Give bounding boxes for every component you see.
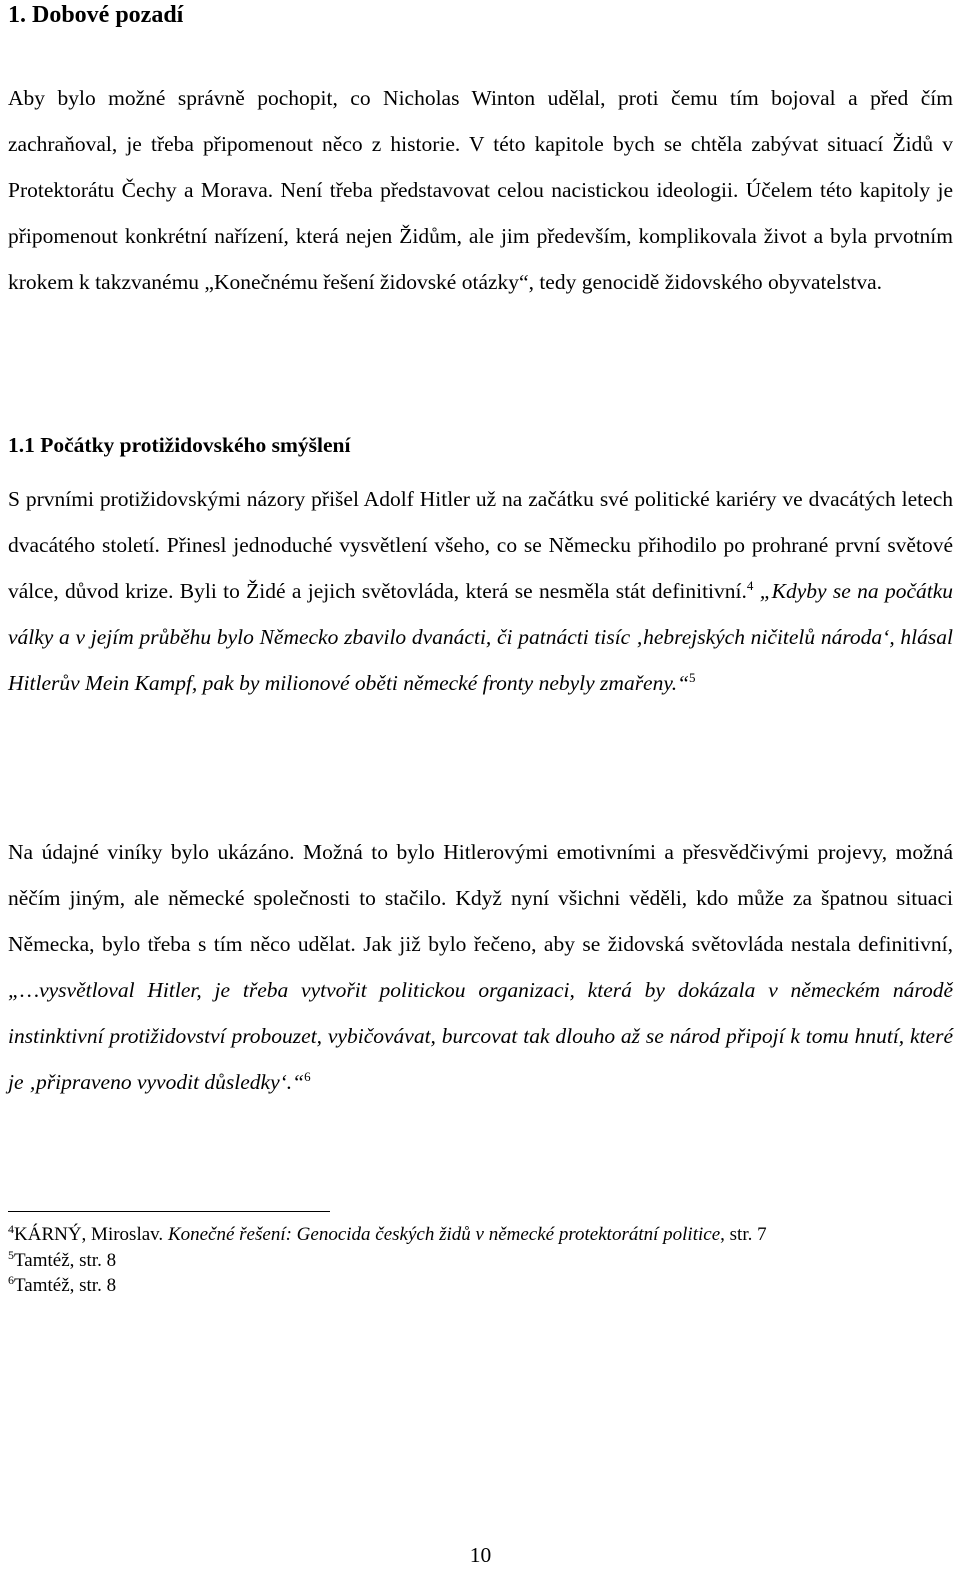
footnote-separator — [8, 1211, 330, 1212]
footnote-ref: 5 — [689, 670, 696, 685]
footnote-ref: 4 — [746, 578, 754, 593]
footnote-number: 5 — [8, 1247, 14, 1262]
section-paragraph-2 — [8, 829, 953, 1105]
section-heading: 1.1 Počátky protižidovského smýšlení — [8, 433, 351, 457]
paragraph-text: S prvními protižidovskými názory přišel Adolf Hitler už na začátku své politické kariéry ve dvacátých letech dvacátého století. Přinesl jednoduché vysvětlení všeho, co se Německu přihodilo po prohrané první světové válce, důvod krize. Byli to Židé a jejich světovláda, která se nesměla stát definitivní. — [8, 487, 953, 603]
footnote-text: Tamtéž, str. 8 — [14, 1249, 117, 1271]
footnote-item — [8, 1248, 953, 1274]
quote-text: „Kdyby se na počátku války a v jejím průběhu bylo Německo zbavilo dvanácti, či patnácti tisíc ‚hebrejských ničitelů národa‘, hlásal Hitlerův Mein Kampf, pak by milionové oběti německé fronty nebyly zmařeny.“ — [8, 579, 954, 695]
section-paragraph-1 — [8, 476, 953, 706]
intro-paragraph — [8, 75, 953, 305]
quote-text: „…vysvětloval Hitler, je třeba vytvořit politickou organizaci, která by dokázala v německém národě instinktivní protižidovství probouzet, vybičovávat, burcovat tak dlouho až se národ připojí k tomu hnutí, které je ‚připraveno vyvodit důsledky‘.“ — [8, 978, 953, 1094]
footnote-number: 4 — [8, 1222, 14, 1236]
footnote-ref: 6 — [304, 1069, 311, 1084]
paragraph-text: Na údajné viníky bylo ukázáno. Možná to bylo Hitlerovými emotivními a přesvědčivými projevy, možná něčím jiným, ale německé společnosti to stačilo. Když nyní všichni věděli, kdo může za špatnou situaci Německa, bylo třeba s tím něco udělat. Jak již bylo řečeno, aby se židovská světovláda nestala definitivní, — [8, 840, 953, 956]
footnotes — [8, 1222, 953, 1299]
footnote-text: Tamtéž, str. 8 — [14, 1275, 117, 1296]
footnote-item — [8, 1222, 953, 1248]
footnote-text: KÁRNÝ, Miroslav. — [14, 1224, 168, 1245]
chapter-heading: 1. Dobové pozadí — [8, 2, 184, 28]
footnote-title: Konečné řešení: Genocida českých židů v německé protektorátní politice — [167, 1224, 721, 1245]
footnote-number: 6 — [8, 1273, 14, 1287]
intro-text: Aby bylo možné správně pochopit, co Nicholas Winton udělal, proti čemu tím bojoval a před čím zachraňoval, je třeba připomenout něco z historie. V této kapitole bych se chtěla zabývat situací Židů v Protektorátu Čechy a Morava. Není třeba představovat celou nacistickou ideologii. Účelem této kapitoly je připomenout konkrétní nařízení, která nejen Židům, ale jim především, komplikovala život a byla prvotním krokem k takzvanému „Konečnému řešení židovské otázky“, tedy genocidě židovského obyvatelstva. — [8, 86, 953, 294]
footnote-item — [8, 1273, 953, 1299]
footnote-tail: , str. 7 — [720, 1224, 767, 1245]
page-number: 10 — [469, 1543, 492, 1567]
